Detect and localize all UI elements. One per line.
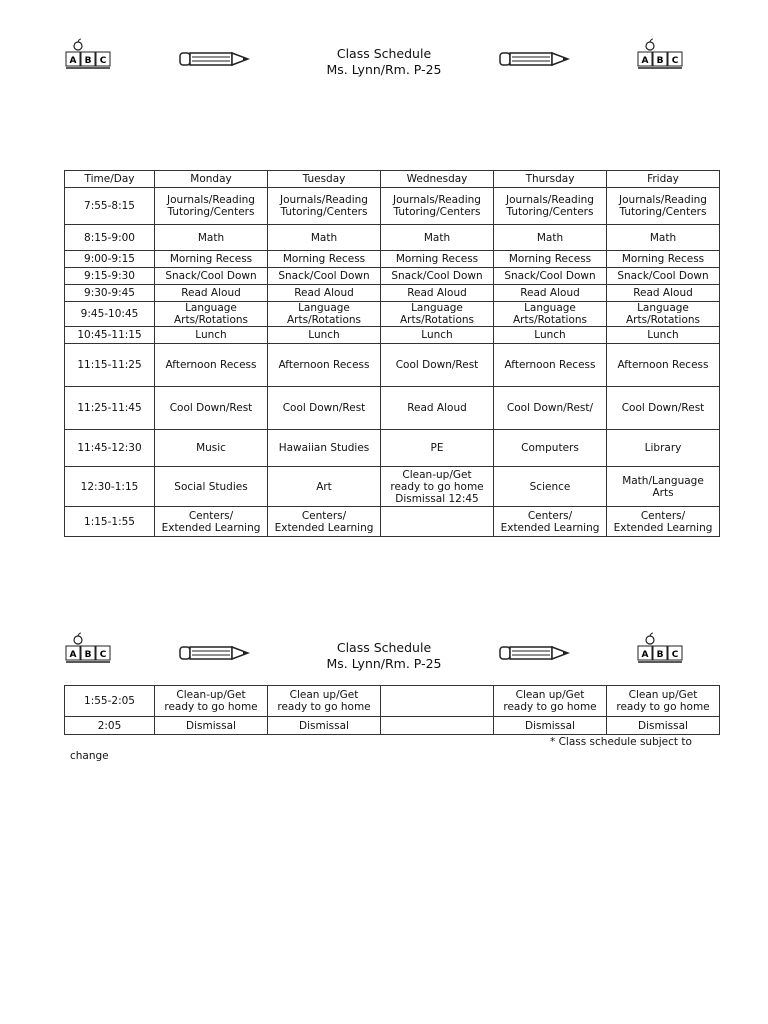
- time-cell: 11:45-12:30: [65, 430, 155, 467]
- activity-cell: Morning Recess: [607, 251, 720, 268]
- activity-cell: Cool Down/Rest: [381, 344, 494, 387]
- activity-cell: Journals/Reading Tutoring/Centers: [155, 188, 268, 225]
- column-header: Thursday: [494, 171, 607, 188]
- activity-cell: Morning Recess: [494, 251, 607, 268]
- activity-cell: Snack/Cool Down: [381, 268, 494, 285]
- activity-cell: Snack/Cool Down: [155, 268, 268, 285]
- schedule-title: Class Schedule: [336, 46, 432, 61]
- column-header: Friday: [607, 171, 720, 188]
- activity-cell: Cool Down/Rest: [268, 387, 381, 430]
- activity-cell: Cool Down/Rest/: [494, 387, 607, 430]
- abc-blocks-icon: [636, 38, 684, 72]
- activity-cell: Centers/ Extended Learning: [494, 507, 607, 537]
- abc-letter-c: C: [99, 56, 107, 66]
- activity-cell: [381, 507, 494, 537]
- table-row: [65, 387, 720, 430]
- activity-cell: Library: [607, 430, 720, 467]
- time-cell: 8:15-9:00: [65, 225, 155, 251]
- activity-cell: Cool Down/Rest: [607, 387, 720, 430]
- activity-cell: Language Arts/Rotations: [268, 302, 381, 327]
- time-cell: 1:55-2:05: [65, 686, 155, 717]
- abc-blocks-icon: [64, 632, 112, 666]
- page-header: [0, 38, 768, 98]
- table-row: [65, 302, 720, 327]
- activity-cell: Centers/ Extended Learning: [607, 507, 720, 537]
- activity-cell: Cool Down/Rest: [155, 387, 268, 430]
- activity-cell: Clean up/Get ready to go home: [494, 686, 607, 717]
- table-row: [65, 327, 720, 344]
- svg-text:B: B: [84, 650, 92, 660]
- table-row: [65, 430, 720, 467]
- time-cell: 9:30-9:45: [65, 285, 155, 302]
- pencil-icon: [178, 48, 250, 70]
- page-title: [284, 46, 484, 78]
- activity-cell: Read Aloud: [155, 285, 268, 302]
- activity-cell: Dismissal: [268, 717, 381, 735]
- schedule-table: [64, 170, 720, 537]
- time-cell: 2:05: [65, 717, 155, 735]
- activity-cell: Afternoon Recess: [494, 344, 607, 387]
- activity-cell: Social Studies: [155, 467, 268, 507]
- svg-text:B: B: [656, 650, 664, 660]
- time-cell: 9:45-10:45: [65, 302, 155, 327]
- activity-cell: Math: [494, 225, 607, 251]
- abc-blocks-icon: [636, 632, 684, 666]
- pencil-icon: [178, 642, 250, 664]
- time-cell: 9:15-9:30: [65, 268, 155, 285]
- activity-cell: Math/Language Arts: [607, 467, 720, 507]
- activity-cell: Language Arts/Rotations: [155, 302, 268, 327]
- table-row: [65, 285, 720, 302]
- activity-cell: Journals/Reading Tutoring/Centers: [268, 188, 381, 225]
- activity-cell: Math: [381, 225, 494, 251]
- abc-letter-a: A: [69, 56, 77, 66]
- column-header: Tuesday: [268, 171, 381, 188]
- activity-cell: Lunch: [268, 327, 381, 344]
- column-header: Time/Day: [65, 171, 155, 188]
- activity-cell: Clean up/Get ready to go home: [607, 686, 720, 717]
- svg-text:C: C: [671, 650, 679, 660]
- table-row: [65, 686, 720, 717]
- teacher-room: Ms. Lynn/Rm. P-25: [326, 62, 442, 77]
- table-header-row: [65, 171, 720, 188]
- activity-cell: Math: [155, 225, 268, 251]
- table-row: [65, 225, 720, 251]
- activity-cell: Morning Recess: [155, 251, 268, 268]
- svg-text:C: C: [671, 56, 679, 66]
- table-row: [65, 188, 720, 225]
- activity-cell: Hawaiian Studies: [268, 430, 381, 467]
- activity-cell: Science: [494, 467, 607, 507]
- activity-cell: Read Aloud: [381, 387, 494, 430]
- teacher-room: Ms. Lynn/Rm. P-25: [326, 656, 442, 671]
- table-row: [65, 717, 720, 735]
- time-cell: 7:55-8:15: [65, 188, 155, 225]
- svg-text:A: A: [641, 650, 649, 660]
- time-cell: 9:00-9:15: [65, 251, 155, 268]
- svg-text:B: B: [656, 56, 664, 66]
- table-row: [65, 507, 720, 537]
- activity-cell: Read Aloud: [268, 285, 381, 302]
- time-cell: 11:25-11:45: [65, 387, 155, 430]
- activity-cell: Afternoon Recess: [607, 344, 720, 387]
- column-header: Wednesday: [381, 171, 494, 188]
- activity-cell: Math: [607, 225, 720, 251]
- activity-cell: Dismissal: [607, 717, 720, 735]
- table-row: [65, 344, 720, 387]
- activity-cell: Snack/Cool Down: [607, 268, 720, 285]
- activity-cell: Afternoon Recess: [268, 344, 381, 387]
- schedule-title: Class Schedule: [336, 640, 432, 655]
- pencil-icon: [498, 642, 570, 664]
- footnote-line2: change: [70, 750, 109, 762]
- svg-text:A: A: [641, 56, 649, 66]
- activity-cell: Art: [268, 467, 381, 507]
- activity-cell: Lunch: [155, 327, 268, 344]
- time-cell: 12:30-1:15: [65, 467, 155, 507]
- time-cell: 11:15-11:25: [65, 344, 155, 387]
- activity-cell: Centers/ Extended Learning: [155, 507, 268, 537]
- activity-cell: Math: [268, 225, 381, 251]
- activity-cell: Computers: [494, 430, 607, 467]
- abc-letter-b: B: [84, 56, 92, 66]
- activity-cell: Snack/Cool Down: [494, 268, 607, 285]
- activity-cell: Journals/Reading Tutoring/Centers: [607, 188, 720, 225]
- activity-cell: Dismissal: [155, 717, 268, 735]
- activity-cell: Clean up/Get ready to go home: [268, 686, 381, 717]
- activity-cell: Lunch: [494, 327, 607, 344]
- activity-cell: Music: [155, 430, 268, 467]
- table-row: [65, 467, 720, 507]
- schedule-table-continued: [64, 685, 720, 735]
- svg-text:C: C: [99, 650, 107, 660]
- activity-cell: [381, 686, 494, 717]
- activity-cell: Language Arts/Rotations: [381, 302, 494, 327]
- activity-cell: Morning Recess: [268, 251, 381, 268]
- activity-cell: Lunch: [381, 327, 494, 344]
- page-header-continued: [0, 632, 768, 692]
- activity-cell: Language Arts/Rotations: [494, 302, 607, 327]
- activity-cell: Snack/Cool Down: [268, 268, 381, 285]
- activity-cell: Centers/ Extended Learning: [268, 507, 381, 537]
- activity-cell: Morning Recess: [381, 251, 494, 268]
- activity-cell: Journals/Reading Tutoring/Centers: [381, 188, 494, 225]
- table-row: [65, 251, 720, 268]
- activity-cell: Read Aloud: [607, 285, 720, 302]
- activity-cell: PE: [381, 430, 494, 467]
- activity-cell: Read Aloud: [494, 285, 607, 302]
- activity-cell: Lunch: [607, 327, 720, 344]
- activity-cell: [381, 717, 494, 735]
- abc-blocks-icon: [64, 38, 112, 72]
- activity-cell: Read Aloud: [381, 285, 494, 302]
- time-cell: 1:15-1:55: [65, 507, 155, 537]
- footnote-line1: * Class schedule subject to: [550, 736, 692, 748]
- activity-cell: Journals/Reading Tutoring/Centers: [494, 188, 607, 225]
- pencil-icon: [498, 48, 570, 70]
- activity-cell: Language Arts/Rotations: [607, 302, 720, 327]
- time-cell: 10:45-11:15: [65, 327, 155, 344]
- activity-cell: Clean-up/Get ready to go home: [155, 686, 268, 717]
- page-title: [284, 640, 484, 672]
- column-header: Monday: [155, 171, 268, 188]
- activity-cell: Dismissal: [494, 717, 607, 735]
- activity-cell: Afternoon Recess: [155, 344, 268, 387]
- activity-cell: Clean-up/Get ready to go home Dismissal 12:45: [381, 467, 494, 507]
- svg-text:A: A: [69, 650, 77, 660]
- table-row: [65, 268, 720, 285]
